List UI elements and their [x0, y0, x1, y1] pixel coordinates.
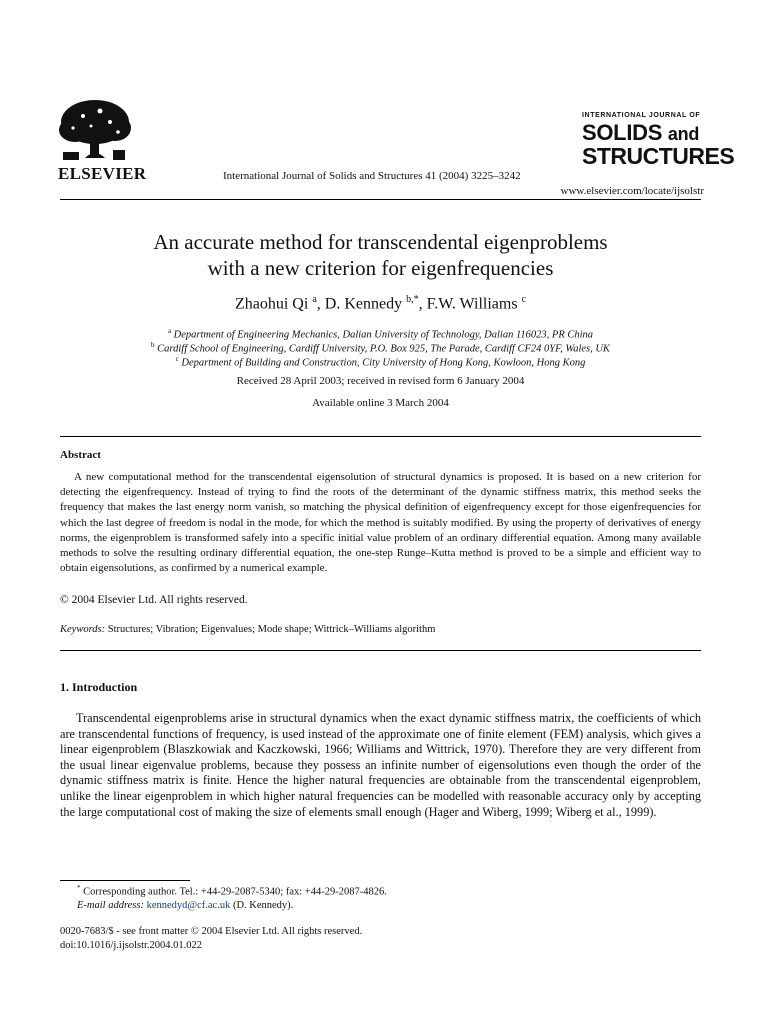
- journal-logo-top: INTERNATIONAL JOURNAL OF: [582, 112, 701, 119]
- author-affiliation-mark: c: [521, 294, 527, 305]
- affiliation-text: Department of Building and Construction, City University of Hong Kong, Kowloon, Hong Kong: [181, 357, 586, 369]
- journal-logo-structures: STRUCTURES: [582, 143, 735, 169]
- header-divider: [60, 199, 701, 200]
- footnote-divider: [60, 880, 190, 881]
- affiliation-mark: a: [167, 327, 172, 335]
- email-footnote: [77, 900, 293, 911]
- article-title-line-2: with a new criterion for eigenfrequencies: [207, 256, 554, 280]
- footnote-mark: *: [77, 884, 81, 892]
- corresponding-author-text: Corresponding author. Tel.: +44-29-2087-5340; fax: +44-29-2087-4826.: [83, 886, 387, 898]
- email-label: E-mail address:: [77, 900, 144, 911]
- email-owner: (D. Kennedy).: [232, 900, 294, 911]
- author-name: D. Kennedy: [324, 295, 403, 313]
- affiliation: [60, 355, 701, 369]
- abstract-heading: Abstract: [60, 449, 101, 461]
- abstract-body: A new computational method for the transcendental eigensolution of structural dynamics is proposed. It is based on a new criterion for detecting the eigenfrequency. Instead of trying to find the roots of the determinant of the dynamic stiffness matrix, this method seeks the frequency that makes the last energy norm vanish, so matching the physical definition of eigenfrequency except for those eigenfrequencies for which the last degree of freedom is nodal in the mode, for which the method is suitably modified. By using the property of derivatives of energy norms, the eigenproblem is transformed safely into a specific initial value problem of an ordinary differential equation. Among many available methods to solve the resulting ordinary differential equation, the one-step Runge–Kutta method is proved to be a simple and efficient way to obtain eigensolutions, as confirmed by a numerical example.: [60, 471, 701, 575]
- abstract-top-divider: [60, 436, 701, 437]
- journal-logo-solids-word: SOLIDS: [582, 120, 663, 145]
- section-heading-introduction: 1. Introduction: [60, 680, 138, 694]
- affiliation-mark: c: [175, 355, 179, 363]
- author-affiliation-mark: a: [312, 294, 317, 305]
- affiliation-mark: b: [151, 341, 155, 349]
- issn-line: 0020-7683/$ - see front matter © 2004 Elsevier Ltd. All rights reserved.: [60, 926, 363, 937]
- abstract-bottom-divider: [60, 650, 701, 651]
- corresponding-author-footnote: [77, 884, 387, 898]
- doi-line: doi:10.1016/j.ijsolstr.2004.01.022: [60, 940, 203, 951]
- introduction-paragraph: Transcendental eigenproblems arise in structural dynamics when the exact dynamic stiffness matrix, the coefficients of which are transcendental functions of frequency, is used instead of the approximate one of finite element (FEM) analysis, which gives a linear eigenproblem (Blaszkowiak and Kaczkowski, 1966; Williams and Wittrick, 1970). Therefore they are very different from the usual linear eigenvalue problems, because they possess an infinite number of eigensolutions even though the order of the dynamic stiffness matrix is finite. Hence the higher natural frequencies are obtainable from the transcendental eigenproblem, unlike the linear eigenproblem in which higher natural frequencies can be modelled with reasonable accuracy only by accepting the large computational cost of making the size of elements small enough (Hager and Wiberg, 1999; Wiberg et al., 1999).: [60, 711, 701, 819]
- email-link[interactable]: kennedyd@cf.ac.uk: [146, 900, 231, 911]
- author-list: Zhaohui Qi $^a$, D. Kennedy $^{b,*}$, F.W. Williams $^c$: [234, 294, 527, 313]
- author-name: F.W. Williams: [426, 295, 518, 313]
- affiliation: [60, 327, 701, 341]
- affiliation-text: Cardiff School of Engineering, Cardiff University, P.O. Box 925, The Parade, Cardiff CF24 0YF, Wales, UK: [157, 343, 610, 355]
- keywords-line: [60, 624, 435, 635]
- affiliation-text: Department of Engineering Mechanics, Dalian University of Technology, Dalian 116023, PR China: [173, 329, 594, 341]
- journal-url-link[interactable]: www.elsevier.com/locate/ijsolstr: [560, 185, 704, 197]
- journal-logo-and: and: [667, 124, 700, 144]
- available-online-date: Available online 3 March 2004: [312, 397, 449, 409]
- keywords-label: Keywords:: [60, 624, 106, 635]
- affiliation: [60, 341, 701, 355]
- article-title-line-1: An accurate method for transcendental eigenproblems: [153, 230, 608, 254]
- author-affiliation-mark: b,*: [406, 294, 419, 305]
- copyright-notice: © 2004 Elsevier Ltd. All rights reserved.: [60, 594, 248, 606]
- author-name: Zhaohui Qi: [234, 295, 309, 313]
- journal-citation: International Journal of Solids and Structures 41 (2004) 3225–3242: [223, 170, 521, 182]
- received-dates: Received 28 April 2003; received in revised form 6 January 2004: [236, 375, 525, 387]
- journal-logo: [582, 112, 735, 169]
- journal-logo-solids: [582, 122, 704, 144]
- publisher-name: ELSEVIER: [58, 164, 147, 183]
- keywords-list: Structures; Vibration; Eigenvalues; Mode shape; Wittrick–Williams algorithm: [107, 624, 436, 635]
